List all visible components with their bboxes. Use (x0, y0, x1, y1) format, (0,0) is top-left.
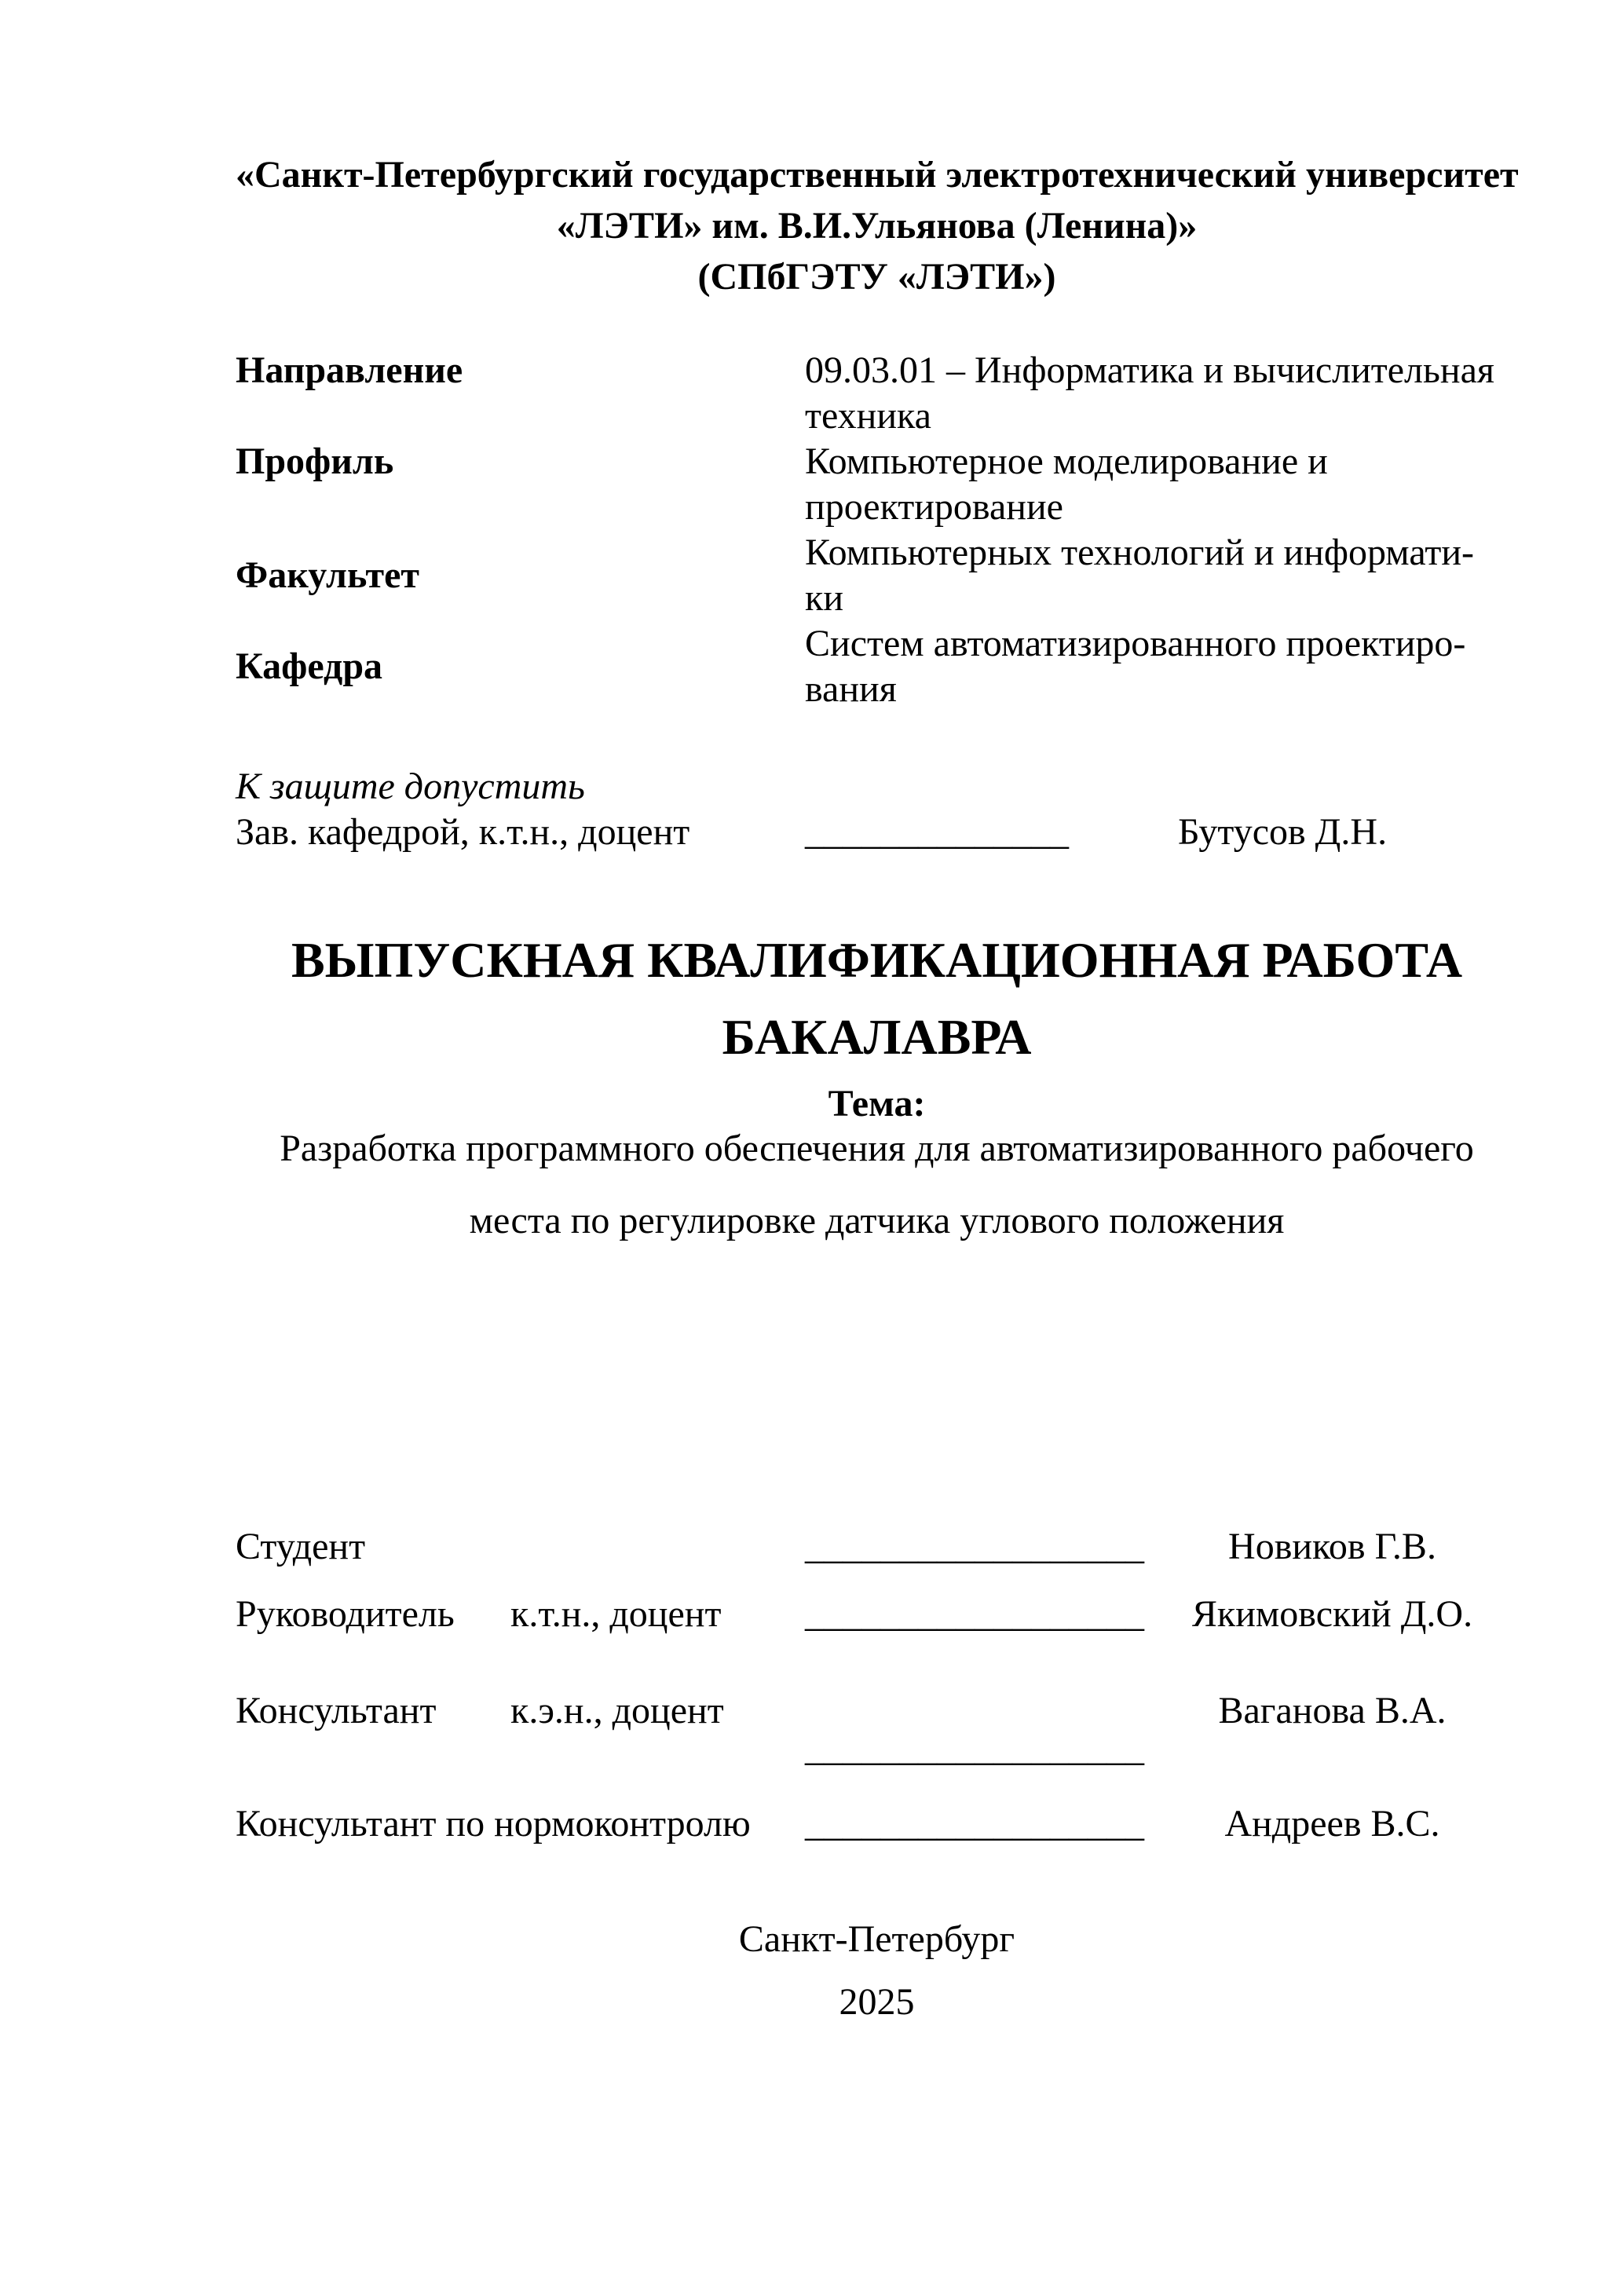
field-row-department (236, 621, 1518, 712)
thesis-title-line-2: БАКАЛАВРА (722, 1009, 1032, 1065)
field-row-profile (236, 439, 1518, 530)
theme-text-line-1: Разработка программного обеспечения для автоматизированного рабочего (280, 1128, 1474, 1169)
field-value-faculty-line-1: Компьютерных технологий и информати- (805, 532, 1475, 573)
field-label-profile: Профиль (236, 441, 394, 482)
footer-city: Санкт-Петербург (738, 1918, 1015, 1960)
university-header-line-2: «ЛЭТИ» им. В.И.Ульянова (Ленина)» (556, 205, 1198, 247)
field-label-faculty: Факультет (236, 554, 419, 596)
field-value-profile-line-1: Компьютерное моделирование и (805, 441, 1328, 482)
signature-name-norm-control: Андреев В.С. (1224, 1803, 1440, 1844)
field-value-direction (805, 348, 1518, 439)
signature-role-student: Студент (236, 1526, 366, 1567)
field-row-faculty (236, 530, 1518, 621)
theme-text (236, 1113, 1518, 1257)
signatures-block (236, 1524, 1518, 1847)
signature-name-supervisor: Якимовский Д.О. (1191, 1593, 1473, 1635)
approval-role: Зав. кафедрой, к.т.н., доцент (236, 811, 690, 853)
signature-row-supervisor (236, 1592, 1518, 1637)
signature-line-supervisor: __________________ (805, 1593, 1144, 1635)
signature-role-norm-control: Консультант по нормоконтролю (236, 1803, 751, 1844)
theme-label: Тема: (828, 1083, 926, 1124)
approval-signature-line: ______________ (805, 811, 1069, 853)
field-value-department-line-2: вания (805, 668, 897, 710)
thesis-title-line-1: ВЫПУСКНАЯ КВАЛИФИКАЦИОННАЯ РАБОТА (291, 932, 1463, 988)
footer-block (236, 1908, 1518, 2034)
program-fields (236, 348, 1518, 712)
signature-name-consultant: Ваганова В.А. (1218, 1690, 1447, 1731)
field-value-profile (805, 439, 1518, 530)
field-value-faculty-line-2: ки (805, 577, 844, 619)
approval-signature-row (236, 810, 1518, 855)
signature-row-student (236, 1524, 1518, 1570)
approval-permit-line: К защите допустить (236, 766, 585, 807)
field-value-faculty (805, 530, 1518, 621)
field-label-department: Кафедра (236, 645, 383, 687)
field-value-department-line-1: Систем автоматизированного проектиро- (805, 623, 1466, 664)
university-header (236, 149, 1518, 302)
signature-row-norm-control (236, 1801, 1518, 1847)
signature-line-student: __________________ (805, 1526, 1144, 1567)
approval-name: Бутусов Д.Н. (1178, 811, 1388, 853)
signature-name-student: Новиков Г.В. (1228, 1526, 1436, 1567)
thesis-title (236, 922, 1518, 1076)
field-value-direction-line-2: техника (805, 395, 931, 437)
field-label-direction: Направление (236, 349, 463, 391)
signature-role-consultant: Консультант (236, 1690, 437, 1731)
signature-line-norm-control: __________________ (805, 1803, 1144, 1844)
approval-block (236, 764, 1518, 855)
field-value-profile-line-2: проектирование (805, 486, 1063, 528)
signature-role-supervisor: Руководитель (236, 1593, 455, 1635)
field-value-department (805, 621, 1518, 712)
signature-qualification-consultant: к.э.н., доцент (510, 1690, 724, 1731)
university-header-line-3: (СПбГЭТУ «ЛЭТИ») (697, 256, 1056, 298)
theme-text-line-2: места по регулировке датчика углового положения (469, 1200, 1285, 1241)
footer-year: 2025 (839, 1981, 915, 2023)
university-header-line-1: «Санкт-Петербургский государственный электротехнический университет (236, 154, 1519, 196)
field-value-direction-line-1: 09.03.01 – Информатика и вычислительная (805, 349, 1494, 391)
field-row-direction (236, 348, 1518, 439)
signature-qualification-supervisor: к.т.н., доцент (510, 1593, 722, 1635)
signature-line-standalone: __________________ (805, 1727, 1144, 1769)
